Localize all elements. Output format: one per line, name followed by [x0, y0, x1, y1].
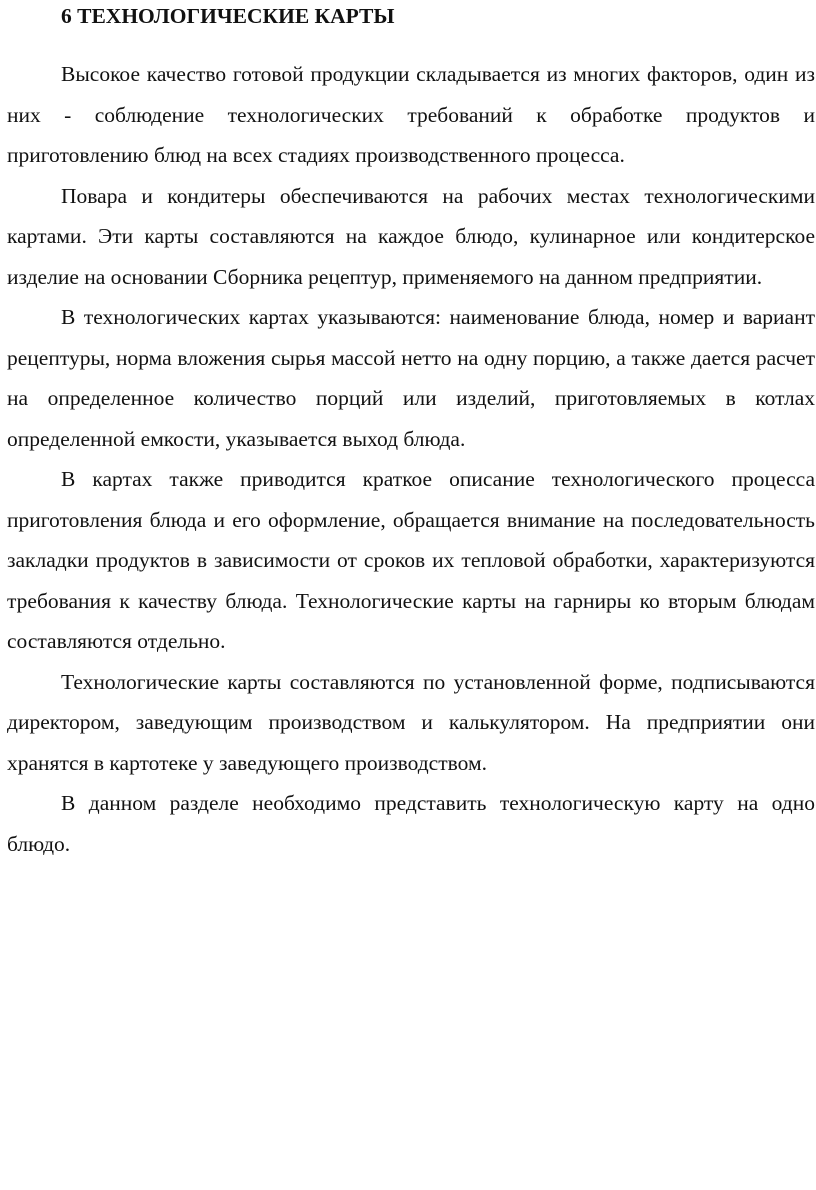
paragraph: Технологические карты составляются по установленной форме, подписываются директором, заведующим производством и калькулятором. На предприятии они хранятся в картотеке у заведующего производством. — [7, 669, 815, 775]
document-page — [7, 0, 815, 864]
paragraph: В данном разделе необходимо представить технологическую карту на одно блюдо. — [7, 791, 815, 856]
section-heading: 6 ТЕХНОЛОГИЧЕСКИЕ КАРТЫ — [61, 4, 395, 28]
paragraph: Высокое качество готовой продукции складывается из многих факторов, один из них - соблюдение технологических требований к обработке продуктов и приготовлению блюд на всех стадиях производственного процесса. — [7, 62, 815, 167]
paragraph: В технологических картах указываются: наименование блюда, номер и вариант рецептуры, норма вложения сырья массой нетто на одну порцию, а также дается расчет на определенное количество порций или изделий, приготовляемых в котлах определенной емкости, указывается выход блюда. — [7, 305, 815, 451]
paragraph: Повара и кондитеры обеспечиваются на рабочих местах технологическими картами. Эти карты составляются на каждое блюдо, кулинарное или кондитерское изделие на основании Сборника рецептур, применяемого на данном предприятии. — [7, 183, 815, 289]
paragraph: В картах также приводится краткое описание технологического процесса приготовления блюда и его оформление, обращается внимание на последовательность закладки продуктов в зависимости от сроков их тепловой обработки, характеризуются требования к качеству блюда. Технологические карты на гарниры ко вторым блюдам составляются отдельно. — [7, 467, 815, 653]
